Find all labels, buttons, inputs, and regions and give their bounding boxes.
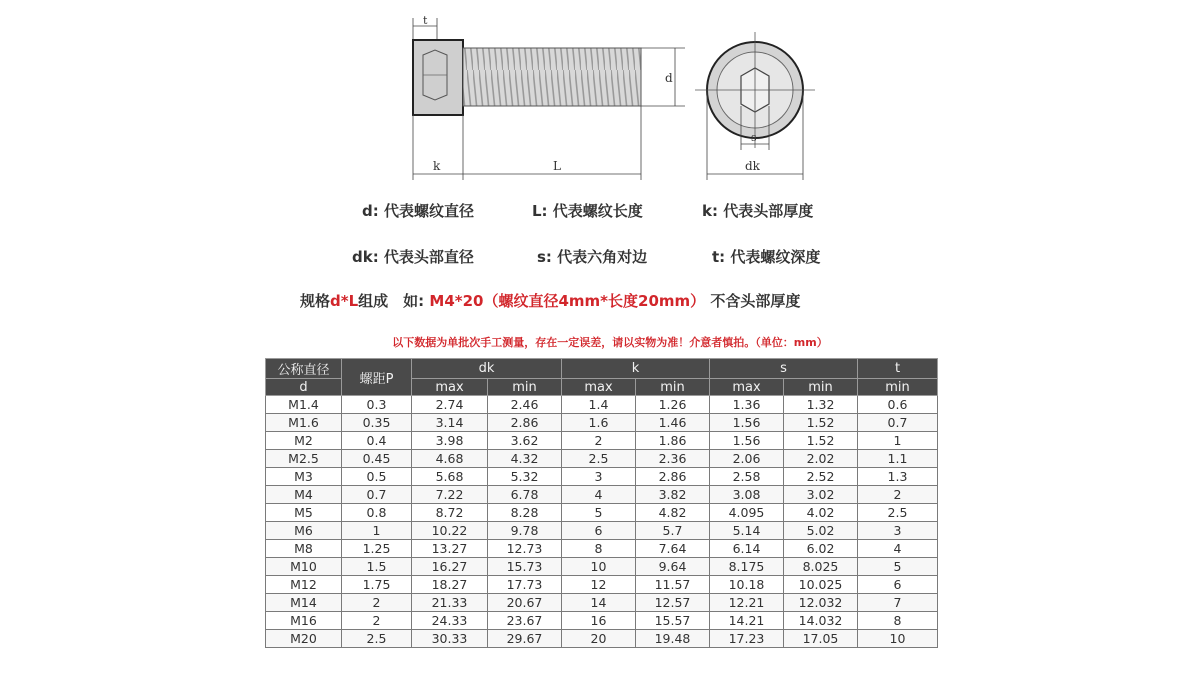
table-cell: 1.52: [784, 432, 858, 450]
table-cell: 9.64: [636, 558, 710, 576]
table-cell: 2.74: [412, 396, 488, 414]
spec-prefix: 规格: [300, 292, 331, 310]
table-cell: 20.67: [488, 594, 562, 612]
table-cell: 18.27: [412, 576, 488, 594]
table-cell: M8: [266, 540, 342, 558]
header-t-min: min: [858, 379, 938, 396]
table-cell: 12: [562, 576, 636, 594]
table-row: [266, 576, 938, 594]
table-cell: 12.032: [784, 594, 858, 612]
table-cell: 1.6: [562, 414, 636, 432]
table-cell: M5: [266, 504, 342, 522]
label-L: L: [553, 159, 561, 173]
legend-d: d: 代表螺纹直径: [362, 202, 474, 220]
table-cell: 10.22: [412, 522, 488, 540]
legend-s: s: 代表六角对边: [537, 248, 648, 266]
table-row: [266, 450, 938, 468]
table-cell: 5.02: [784, 522, 858, 540]
table-cell: 3.08: [710, 486, 784, 504]
spec-table-body: [266, 396, 938, 648]
table-cell: 2.58: [710, 468, 784, 486]
table-cell: 20: [562, 630, 636, 648]
table-cell: M1.6: [266, 414, 342, 432]
header-nominal-d: d: [266, 379, 342, 396]
table-cell: 4.32: [488, 450, 562, 468]
table-cell: M12: [266, 576, 342, 594]
table-cell: 6.78: [488, 486, 562, 504]
table-cell: 8: [562, 540, 636, 558]
table-cell: 10: [858, 630, 938, 648]
table-cell: 1.32: [784, 396, 858, 414]
table-cell: 0.45: [342, 450, 412, 468]
table-cell: 9.78: [488, 522, 562, 540]
table-cell: 2.86: [636, 468, 710, 486]
table-cell: 4: [562, 486, 636, 504]
table-cell: 14.032: [784, 612, 858, 630]
table-cell: 12.21: [710, 594, 784, 612]
table-cell: 8.025: [784, 558, 858, 576]
table-cell: 4: [858, 540, 938, 558]
table-cell: M2: [266, 432, 342, 450]
table-row: [266, 540, 938, 558]
table-cell: 1.75: [342, 576, 412, 594]
table-cell: 1.1: [858, 450, 938, 468]
legend-L: L: 代表螺纹长度: [532, 202, 643, 220]
table-cell: 3: [858, 522, 938, 540]
table-cell: 2.06: [710, 450, 784, 468]
table-cell: 3.82: [636, 486, 710, 504]
table-cell: 8: [858, 612, 938, 630]
table-cell: 2.5: [858, 504, 938, 522]
table-cell: 6.02: [784, 540, 858, 558]
header-s-min: min: [784, 379, 858, 396]
table-row: [266, 504, 938, 522]
legend-dk: dk: 代表头部直径: [352, 248, 474, 266]
table-cell: 1.5: [342, 558, 412, 576]
table-cell: 8.175: [710, 558, 784, 576]
table-cell: 11.57: [636, 576, 710, 594]
table-cell: 4.82: [636, 504, 710, 522]
table-cell: 8.72: [412, 504, 488, 522]
table-cell: 1.56: [710, 414, 784, 432]
table-cell: 15.57: [636, 612, 710, 630]
table-cell: 2: [342, 612, 412, 630]
table-cell: 0.3: [342, 396, 412, 414]
table-cell: 14.21: [710, 612, 784, 630]
table-cell: 3.14: [412, 414, 488, 432]
header-k: k: [562, 359, 710, 379]
table-cell: 7.22: [412, 486, 488, 504]
table-cell: 1.3: [858, 468, 938, 486]
table-row: [266, 594, 938, 612]
table-cell: 12.57: [636, 594, 710, 612]
table-cell: 23.67: [488, 612, 562, 630]
table-cell: 2.02: [784, 450, 858, 468]
table-cell: 2.86: [488, 414, 562, 432]
table-cell: 2.52: [784, 468, 858, 486]
table-cell: 24.33: [412, 612, 488, 630]
table-cell: 17.05: [784, 630, 858, 648]
table-cell: 0.7: [342, 486, 412, 504]
table-row: [266, 396, 938, 414]
table-cell: 17.73: [488, 576, 562, 594]
legend-t: t: 代表螺纹深度: [712, 248, 821, 266]
table-row: [266, 432, 938, 450]
screw-drawing: [395, 10, 815, 185]
header-s-max: max: [710, 379, 784, 396]
table-cell: 8.28: [488, 504, 562, 522]
table-cell: 2: [342, 594, 412, 612]
header-dk: dk: [412, 359, 562, 379]
table-cell: M20: [266, 630, 342, 648]
header-pitch: 螺距P: [342, 359, 412, 396]
table-cell: 1.36: [710, 396, 784, 414]
table-cell: 7.64: [636, 540, 710, 558]
table-cell: 5: [858, 558, 938, 576]
table-cell: 5: [562, 504, 636, 522]
label-dk: dk: [745, 159, 760, 173]
table-cell: 3: [562, 468, 636, 486]
table-cell: 2: [562, 432, 636, 450]
table-cell: 10.025: [784, 576, 858, 594]
table-cell: 4.68: [412, 450, 488, 468]
label-s: s: [751, 131, 757, 144]
header-t: t: [858, 359, 938, 379]
table-cell: 6: [858, 576, 938, 594]
table-cell: 4.02: [784, 504, 858, 522]
table-cell: 30.33: [412, 630, 488, 648]
table-cell: 12.73: [488, 540, 562, 558]
table-row: [266, 558, 938, 576]
label-d: d: [665, 71, 673, 85]
table-cell: 5.14: [710, 522, 784, 540]
table-cell: 2.46: [488, 396, 562, 414]
table-cell: M10: [266, 558, 342, 576]
spec-table: [265, 358, 938, 648]
table-cell: 14: [562, 594, 636, 612]
label-t: t: [423, 14, 428, 27]
table-cell: 0.5: [342, 468, 412, 486]
table-cell: M4: [266, 486, 342, 504]
header-dk-max: max: [412, 379, 488, 396]
table-cell: 15.73: [488, 558, 562, 576]
table-cell: 5.68: [412, 468, 488, 486]
table-row: [266, 486, 938, 504]
table-row: [266, 630, 938, 648]
table-cell: 1.25: [342, 540, 412, 558]
spec-suffix: 组成 如:: [358, 292, 425, 310]
spec-format-line: [300, 290, 920, 311]
table-cell: 2.5: [342, 630, 412, 648]
header-k-max: max: [562, 379, 636, 396]
screw-shaft: [463, 48, 641, 106]
table-cell: 6.14: [710, 540, 784, 558]
header-dk-min: min: [488, 379, 562, 396]
measurement-notice: 以下数据为单批次手工测量，存在一定误差，请以实物为准！介意者慎拍。（单位：mm）: [392, 336, 828, 349]
table-cell: M14: [266, 594, 342, 612]
header-k-min: min: [636, 379, 710, 396]
header-row-top: [266, 359, 938, 379]
table-cell: M1.4: [266, 396, 342, 414]
table-cell: 0.8: [342, 504, 412, 522]
table-cell: 0.7: [858, 414, 938, 432]
table-cell: 6: [562, 522, 636, 540]
label-k: k: [433, 159, 441, 173]
legend-row-2: [330, 246, 890, 266]
table-cell: 7: [858, 594, 938, 612]
table-cell: M2.5: [266, 450, 342, 468]
table-cell: 5.7: [636, 522, 710, 540]
table-cell: 10: [562, 558, 636, 576]
legend-row-1: [330, 200, 890, 220]
table-row: [266, 522, 938, 540]
table-row: [266, 612, 938, 630]
table-cell: 1.46: [636, 414, 710, 432]
spec-note: 不含头部厚度: [710, 292, 801, 310]
spec-example: M4*20（螺纹直径4mm*长度20mm）: [429, 292, 706, 310]
table-cell: 1.52: [784, 414, 858, 432]
table-cell: 3.02: [784, 486, 858, 504]
table-row: [266, 414, 938, 432]
table-cell: M3: [266, 468, 342, 486]
table-cell: 19.48: [636, 630, 710, 648]
header-s: s: [710, 359, 858, 379]
table-cell: 1: [342, 522, 412, 540]
table-cell: 1: [858, 432, 938, 450]
table-cell: 1.26: [636, 396, 710, 414]
table-cell: 3.62: [488, 432, 562, 450]
table-cell: 16.27: [412, 558, 488, 576]
table-cell: 13.27: [412, 540, 488, 558]
table-cell: 2.5: [562, 450, 636, 468]
table-cell: 0.6: [858, 396, 938, 414]
table-cell: 29.67: [488, 630, 562, 648]
table-cell: 4.095: [710, 504, 784, 522]
table-cell: M16: [266, 612, 342, 630]
table-cell: 2.36: [636, 450, 710, 468]
table-cell: M6: [266, 522, 342, 540]
table-cell: 5.32: [488, 468, 562, 486]
legend-k: k: 代表头部厚度: [702, 202, 814, 220]
table-cell: 21.33: [412, 594, 488, 612]
table-cell: 0.35: [342, 414, 412, 432]
table-cell: 1.4: [562, 396, 636, 414]
table-cell: 17.23: [710, 630, 784, 648]
table-cell: 3.98: [412, 432, 488, 450]
table-cell: 16: [562, 612, 636, 630]
table-row: [266, 468, 938, 486]
spec-dL: d*L: [330, 292, 359, 310]
table-cell: 2: [858, 486, 938, 504]
header-nominal: 公称直径: [266, 359, 342, 379]
table-cell: 1.56: [710, 432, 784, 450]
table-cell: 10.18: [710, 576, 784, 594]
table-cell: 1.86: [636, 432, 710, 450]
table-cell: 0.4: [342, 432, 412, 450]
